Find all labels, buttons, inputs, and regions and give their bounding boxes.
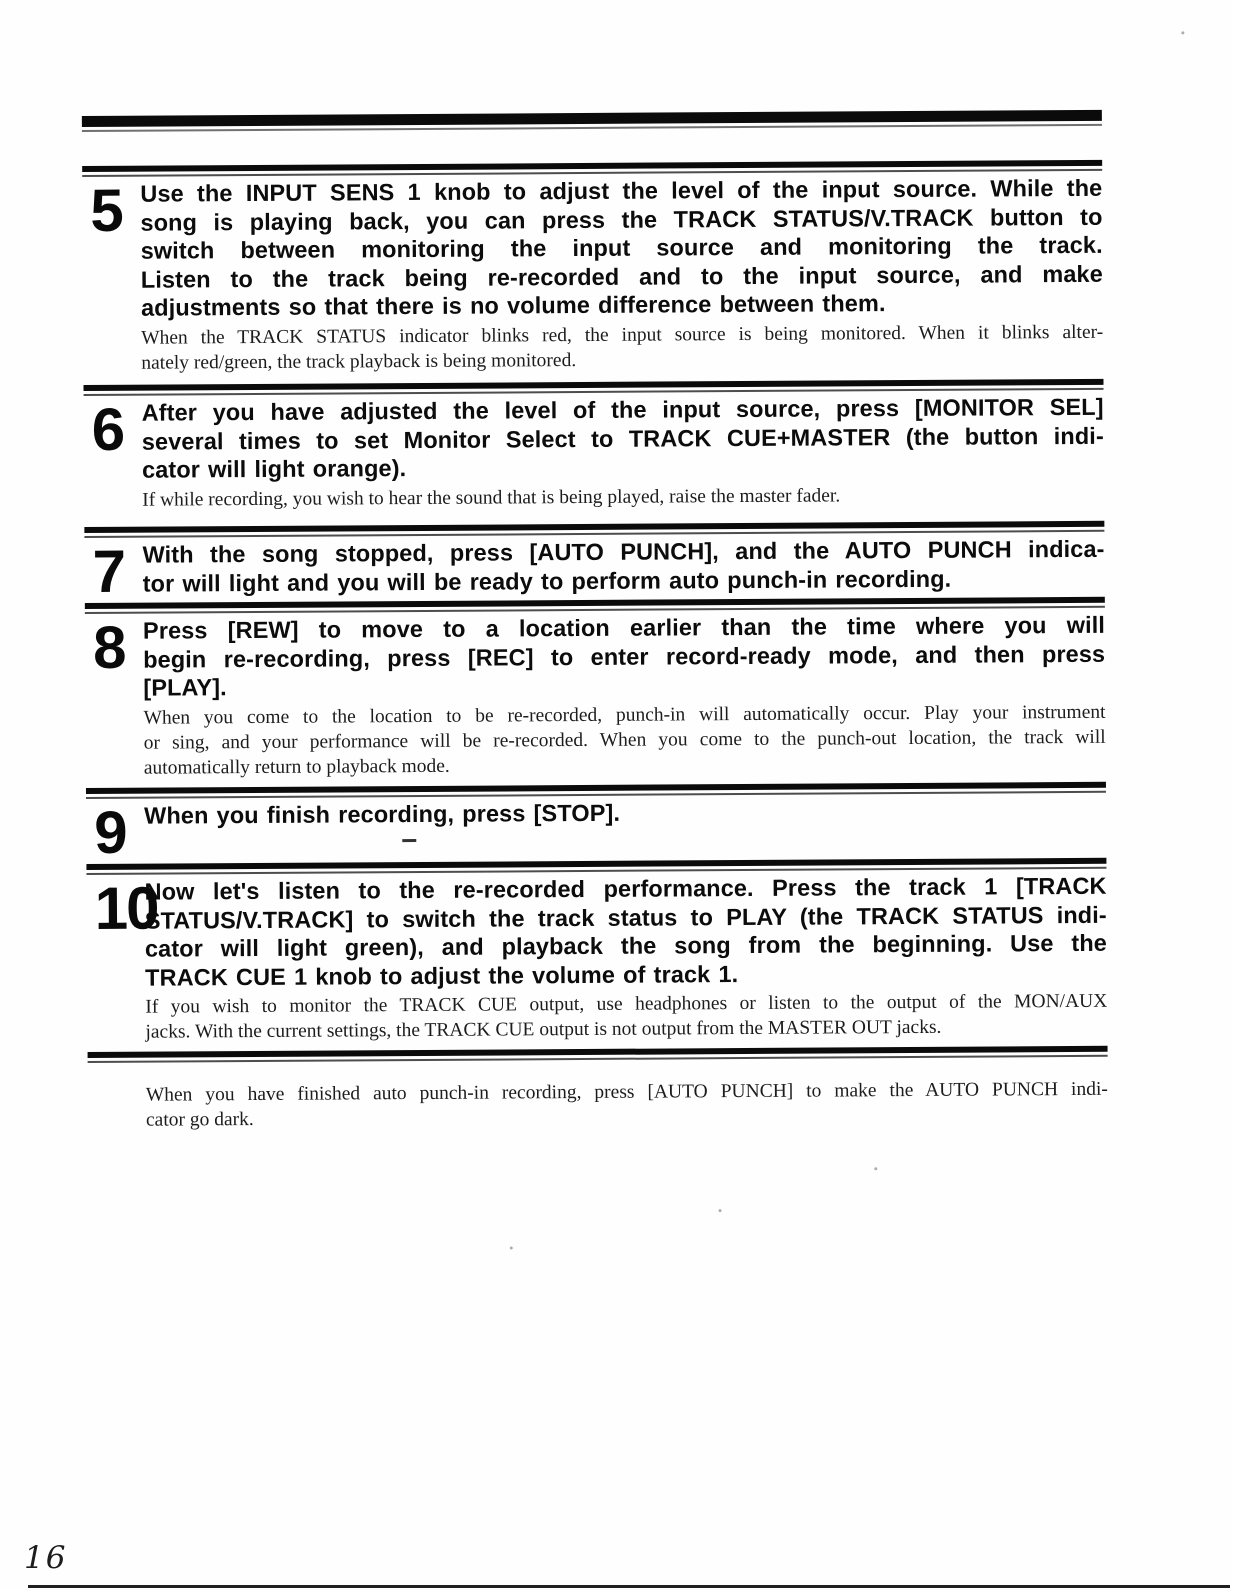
- step-section: [83, 379, 1104, 513]
- page-number: 16: [24, 1540, 68, 1576]
- step-heading-line: cator will light green), and playback the song from the beginning. Use the: [144, 929, 1108, 962]
- step-heading-line: When you finish recording, press [STOP].: [144, 799, 621, 829]
- step-heading: [140, 174, 1103, 322]
- step-body-line: jacks. With the current settings, the TRACK CUE output is not output from the MASTER OUT jacks.: [145, 1016, 942, 1043]
- step-heading-line: switch between monitoring the input source and monitoring the track.: [140, 231, 1103, 264]
- page-bottom-rule: [28, 1585, 1230, 1588]
- step-heading-line: tor will light and you will be ready to perform auto punch-in recording.: [142, 565, 952, 597]
- step-body-line: nately red/green, the track playback is being monitored.: [141, 349, 577, 374]
- step-number: 9: [94, 798, 126, 866]
- step-heading: [144, 796, 1106, 830]
- step-number: 10: [94, 874, 158, 942]
- step-body-line: If you wish to monitor the TRACK CUE output, use headphones or listen to the output of the MON/AUX: [145, 990, 1108, 1018]
- step-heading: [142, 393, 1105, 484]
- step-heading-line: Listen to the track being re-recorded and to the input source, and make: [140, 260, 1103, 293]
- page-top-rule: [82, 110, 1102, 127]
- step-heading-line: song is playing back, you can press the TRACK STATUS/V.TRACK button to: [140, 203, 1103, 236]
- step-body-line: If while recording, you wish to hear the sound that is being played, raise the master fader.: [142, 484, 841, 511]
- step-heading-line: With the song stopped, press [AUTO PUNCH], and the AUTO PUNCH indica-: [142, 535, 1105, 568]
- step-body-line: When you come to the location to be re-recorded, punch-in will automatically occur. Play your instrument: [143, 701, 1106, 729]
- step-heading-line: begin re-recording, press [REC] to enter record-ready mode, and then press: [143, 640, 1106, 673]
- step-section: [84, 521, 1105, 605]
- step-number: 6: [91, 395, 124, 463]
- step-heading-line: TRACK CUE 1 knob to adjust the volume of track 1.: [145, 960, 739, 991]
- scan-speck: [1181, 31, 1184, 34]
- scan-speck: [510, 1246, 513, 1249]
- scan-speck: [874, 1167, 877, 1170]
- section-end-rule: [88, 1046, 1108, 1058]
- step-number: 7: [92, 537, 125, 605]
- step-section: [82, 160, 1103, 376]
- step-section: [86, 858, 1107, 1045]
- step-body: [142, 481, 1104, 512]
- step-heading-line: After you have adjusted the level of the input source, press [MONITOR SEL]: [141, 393, 1104, 426]
- footnote-line: When you have finished auto punch-in recording, press [AUTO PUNCH] to make the AUTO PUNCH indi-: [145, 1078, 1108, 1106]
- step-heading-line: adjustments so that there is no volume difference between them.: [140, 290, 886, 321]
- step-body: [143, 699, 1105, 780]
- step-heading-line: cator will light orange).: [141, 455, 407, 483]
- step-body-line: automatically return to playback mode.: [143, 755, 450, 779]
- footnote-line: cator go dark.: [145, 1109, 254, 1131]
- step-heading-line: Press [REW] to move to a location earlier than the time where you will: [142, 611, 1106, 644]
- step-heading: [145, 872, 1108, 992]
- step-number: 5: [90, 176, 123, 244]
- step-section: [86, 782, 1106, 866]
- step-body: [141, 319, 1103, 375]
- step-text: [143, 597, 1106, 780]
- step-text: [140, 160, 1103, 375]
- step-text: [141, 379, 1104, 512]
- step-body: [145, 989, 1107, 1045]
- step-heading-line: [PLAY].: [143, 674, 227, 701]
- step-section: [85, 597, 1106, 781]
- step-heading-line: Use the INPUT SENS 1 knob to adjust the level of the input source. While the: [140, 174, 1103, 207]
- step-body-line: or sing, and your performance will be re-recorded. When you come to the punch-out location, the track will: [143, 726, 1106, 754]
- step-heading-line: Now let's listen to the re-recorded performance. Press the track 1 [TRACK: [144, 872, 1107, 905]
- scan-speck: [719, 1209, 722, 1212]
- step-body-line: When the TRACK STATUS indicator blinks red, the input source is being monitored. When it blinks alter-: [141, 321, 1104, 349]
- step-number: 8: [92, 613, 125, 681]
- scan-artifact-dash: [402, 839, 416, 842]
- step-heading: [142, 535, 1104, 598]
- step-heading-line: STATUS/V.TRACK] to switch the track status to PLAY (the TRACK STATUS indi-: [144, 901, 1107, 934]
- step-heading: [143, 611, 1106, 702]
- step-heading-line: several times to set Monitor Select to TRACK CUE+MASTER (the button indi-: [141, 422, 1104, 455]
- step-text: [144, 858, 1107, 1045]
- footnote: [146, 1077, 1108, 1133]
